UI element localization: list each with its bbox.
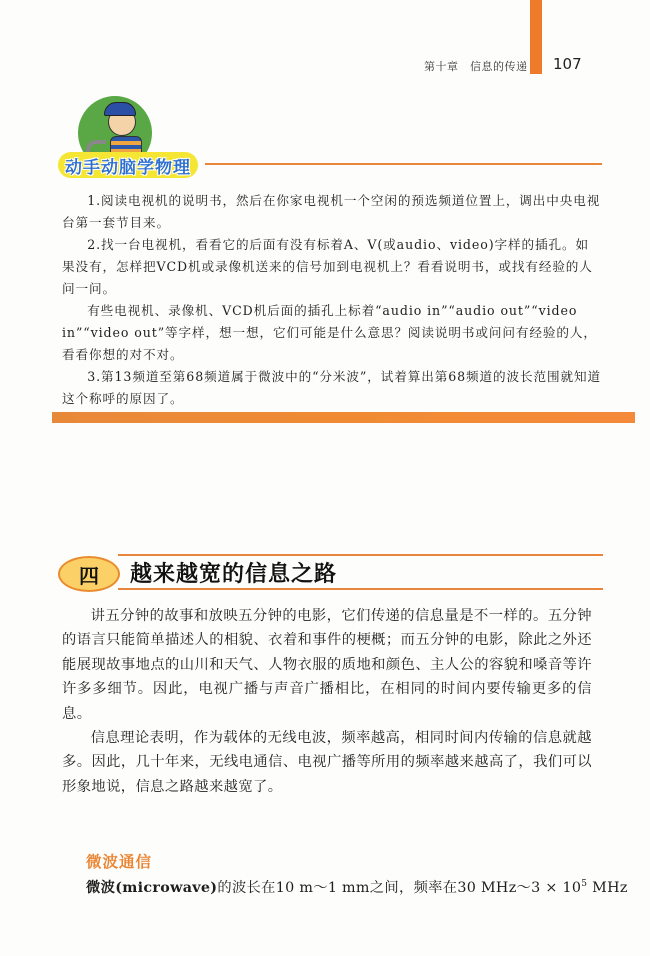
body-paragraph: 信息理论表明，作为载体的无线电波，频率越高，相同时间内传输的信息就越多。因此，几十年来，无线电通信、电视广播等所用的频率越来越高了，我们可以形象地说，信息之路越来越宽了。 [62, 730, 592, 795]
page-number: 107 [553, 55, 582, 73]
activity-paragraph: 3.第13频道至第68频道属于微波中的“分米波”，试着算出第68频道的波长范围就知道这个称呼的原因了。 [62, 369, 601, 406]
section-rule-top [118, 554, 603, 556]
line-text: 的波长在10 m～1 mm之间，频率在30 MHz～3 × 10 [217, 880, 582, 896]
unit-text: MHz [587, 880, 628, 896]
activity-text [62, 190, 602, 410]
activity-paragraph: 2.找一台电视机，看看它的后面有没有标着A、V(或audio、video)字样的插孔。如果没有，怎样把VCD机或录像机送来的信号加到电视机上？看看说明书，或找有经验的人问一问。 [62, 237, 593, 296]
activity-end-band [52, 412, 635, 423]
activity-banner [58, 152, 198, 178]
section-title: 越来越宽的信息之路 [130, 562, 338, 587]
activity-paragraph: 1.阅读电视机的说明书，然后在你家电视机一个空闲的预选频道位置上，调出中央电视台第一套节目来。 [62, 193, 601, 230]
term-microwave: 微波(microwave) [86, 880, 218, 896]
subsection-first-line [86, 877, 628, 897]
section-rule-bottom [118, 588, 603, 590]
activity-banner-label: 动手动脑学物理 [65, 157, 191, 178]
chapter-accent-bar [530, 0, 542, 74]
section-body [62, 604, 592, 799]
section-number: 四 [79, 563, 99, 588]
exponent: 5 [581, 879, 588, 890]
activity-paragraph: 有些电视机、录像机、VCD机后面的插孔上标着“audio in”“audio out”“video in”“video out”等字样，想一想，它们可能是什么意思？阅读说明书或问问有经验的人，看看你想的对不对。 [62, 303, 597, 362]
subsection-heading: 微波通信 [86, 853, 153, 871]
section-number-badge [58, 556, 120, 592]
cap-shape [104, 102, 136, 116]
banner-divider [205, 163, 602, 165]
body-paragraph: 讲五分钟的故事和放映五分钟的电影，它们传递的信息量是不一样的。五分钟的语言只能简单描述人的相貌、衣着和事件的梗概；而五分钟的电影，除此之外还能展现故事地点的山川和天气、人物衣服的质地和颜色、主人公的容貌和嗓音等许许多多细节。因此，电视广播与声音广播相比，在相同的时间内要传输更多的信息。 [62, 608, 592, 722]
running-head: 第十章 信息的传递 [424, 60, 528, 73]
